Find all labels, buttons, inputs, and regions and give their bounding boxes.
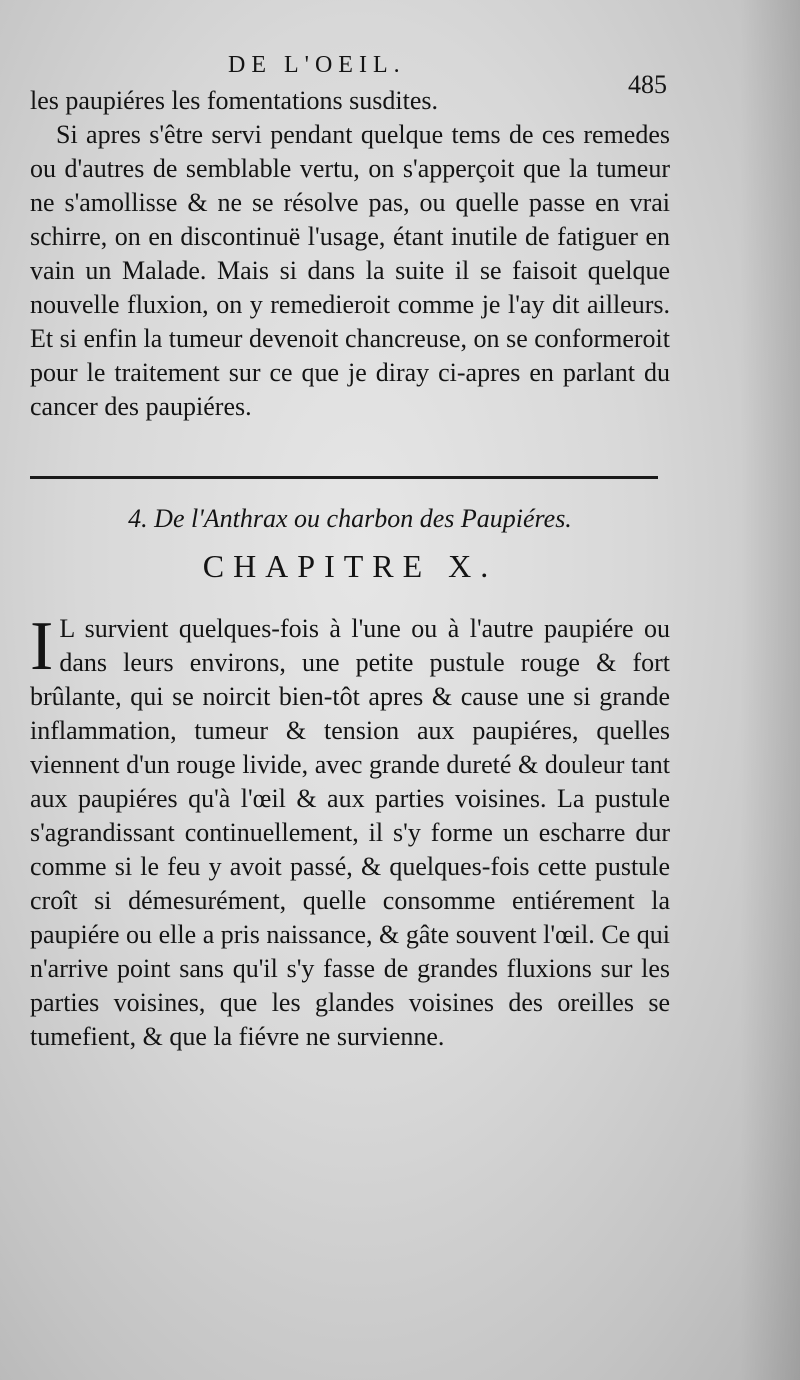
section-heading: 4. De l'Anthrax ou charbon des Paupiéres. <box>128 504 572 533</box>
drop-cap: I <box>30 608 54 685</box>
paragraph-remedies: Si apres s'être servi pendant quelque tems de ces remedes ou d'autres de semblable vertu, on s'apperçoit que la tumeur ne s'amollisse & ne se résolve pas, ou quelle passe en vrai schirre, on en discontinuë l'usage, étant inutile de fatiguer en vain un Malade. Mais si dans la suite il se faisoit quelque nouvelle fluxion, on y remedieroit comme je l'ay dit ailleurs. Et si enfin la tumeur devenoit chancreuse, on se conformeroit pour le traitement sur ce que je diray ci-apres en parlant du cancer des paupiéres. <box>30 120 670 421</box>
page-number: 485 <box>628 70 667 99</box>
section-divider <box>30 476 658 479</box>
running-head: DE L'OEIL. <box>228 52 406 78</box>
continued-line: les paupiéres les fomentations susdites. <box>30 86 438 115</box>
chapter-body <box>30 608 670 1054</box>
chapter-title: CHAPITRE X. <box>202 548 498 584</box>
chapter-paragraph: L survient quelques-fois à l'une ou à l'autre paupiére ou dans leurs environs, une petite pustule rouge & fort brûlante, qui se noircit bien-tôt apres & cause une si grande inflammation, tumeur & tension aux paupiéres, quelles viennent d'un rouge livide, avec grande dureté & douleur tant aux paupiéres qu'à l'œil & aux parties voisines. La pustule s'agrandissant continuellement, il s'y forme un escharre dur comme si le feu y avoit passé, & quelques-fois cette pustule croît si démesurément, quelle consomme entiérement la paupiére ou elle a pris naissance, & gâte souvent l'œil. Ce qui n'arrive point sans qu'il s'y fasse de grandes fluxions sur les parties voisines, que les glandes voisines des oreilles se tumefient, & que la fiévre ne survienne. <box>30 614 670 1051</box>
page-edge-shadow <box>740 0 800 1380</box>
continued-text <box>30 84 670 424</box>
